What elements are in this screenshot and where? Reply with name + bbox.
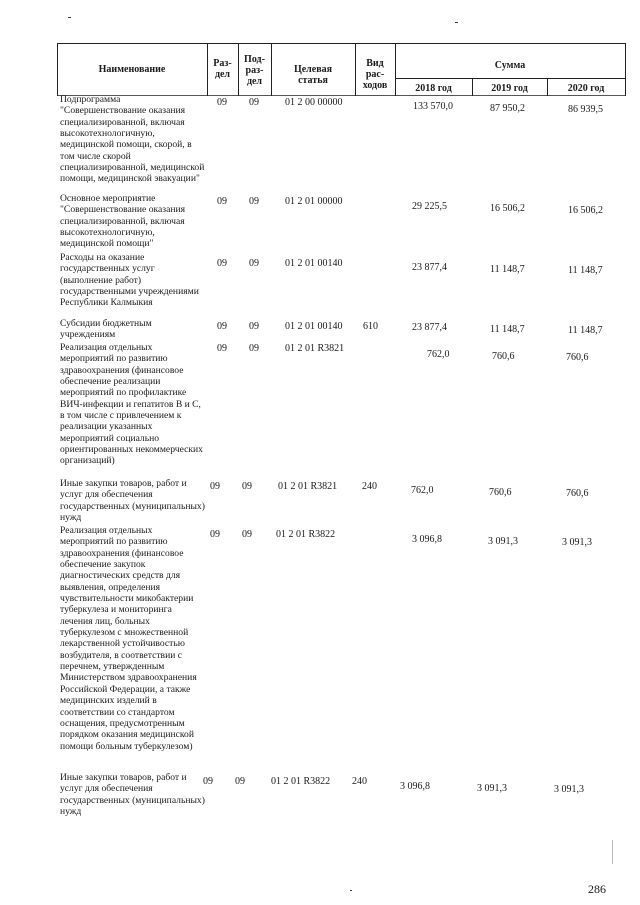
row-sum-2020: 16 506,2 (568, 205, 603, 216)
header-name: Наименование (98, 64, 166, 75)
row-sum-2018: 23 877,4 (412, 262, 447, 273)
row-name: Субсидии бюджетным учреждениям (60, 318, 152, 341)
row-expense-type: 610 (363, 321, 378, 332)
row-sum-2019: 16 506,2 (490, 203, 525, 214)
row-name: Подпрограмма "Совершенствование оказания специализированной, включая высокотехнологичную, медицинской помощи, скорой, в том числе скорой специализированной, медицинской помощи, медицинской эвакуации" (60, 94, 205, 185)
row-sum-2018: 762,0 (411, 485, 434, 496)
row-sum-2018: 3 096,8 (412, 534, 442, 545)
header-year-2018: 2018 год (415, 83, 452, 94)
row-name: Основное мероприятие "Совершенствование оказания специализированной, включая высокотехнологичную, медицинской помощи" (60, 193, 186, 250)
row-sum-2020: 3 091,3 (562, 537, 592, 548)
row-razdel: 09 (217, 343, 227, 354)
row-sum-2019: 87 950,2 (490, 103, 525, 114)
row-expense-type: 240 (362, 481, 377, 492)
header-celevaya-line2: статья (298, 75, 328, 86)
header-col-line (625, 43, 626, 96)
row-name: Расходы на оказание государственных услуг (выполнение работ) государственными учреждениями Республики Калмыкия (60, 252, 199, 309)
row-podrazdel: 09 (249, 343, 259, 354)
row-name: Иные закупки товаров, работ и услуг для обеспечения государственных (муниципальных) нужд (60, 478, 205, 524)
header-celevaya-line1: Целевая (293, 64, 333, 75)
row-sum-2020: 86 939,5 (568, 104, 603, 115)
row-razdel: 09 (217, 196, 227, 207)
header-top-border (57, 43, 625, 44)
row-podrazdel: 09 (249, 97, 259, 108)
row-sum-2018: 29 225,5 (412, 201, 447, 212)
row-sum-2020: 760,6 (566, 488, 589, 499)
scan-mark (68, 17, 71, 18)
row-name: Иные закупки товаров, работ и услуг для обеспечения государственных (муниципальных) нужд (60, 772, 205, 818)
header-razdel-line1: Раз- (213, 58, 232, 69)
row-sum-2018: 23 877,4 (412, 322, 447, 333)
row-sum-2018: 762,0 (427, 349, 450, 360)
row-podrazdel: 09 (242, 529, 252, 540)
header-vid-line1: Вид (366, 58, 384, 69)
row-sum-2019: 760,6 (492, 351, 515, 362)
row-target: 01 2 01 00140 (285, 258, 343, 269)
row-sum-2020: 3 091,3 (554, 784, 584, 795)
row-target: 01 2 01 R3821 (285, 343, 345, 354)
header-podrazdel-line2: раз- (245, 65, 264, 76)
row-name: Реализация отдельных мероприятий по развитию здравоохранения (финансовое обеспечение реализации мероприятий по профилактике ВИЧ-инфекции и гепатитов В и С, в том числе с привлечением к реализации указанных мероприятий социально ориентированных некоммерческих организаций) (60, 342, 203, 467)
row-podrazdel: 09 (249, 196, 259, 207)
summa-bottom-border (395, 78, 625, 79)
row-target: 01 2 01 R3822 (271, 776, 331, 787)
row-razdel: 09 (203, 776, 213, 787)
row-sum-2019: 11 148,7 (490, 264, 525, 275)
row-razdel: 09 (217, 97, 227, 108)
row-expense-type: 240 (352, 776, 367, 787)
row-name: Реализация отдельных мероприятий по развитию здравоохранения (финансовое обеспечение закупок диагностических средств для выявления, определения чувствительности микобактерии туберкулеза и мониторинга лечения лиц, больных туберкулезом с множественной лекарственной устойчивостью возбудителя, в соответствии с перечнем, утвержденным Министерством здравоохранения Российской Федерации, а также медицинских изделий в соответствии со стандартом оснащения, предусмотренным порядком оказания медицинской помощи больным туберкулезом) (60, 525, 197, 752)
row-podrazdel: 09 (235, 776, 245, 787)
row-sum-2020: 11 148,7 (568, 325, 603, 336)
header-razdel-line2: дел (214, 69, 231, 80)
row-sum-2020: 11 148,7 (568, 265, 603, 276)
row-target: 01 2 01 00000 (285, 196, 343, 207)
header-vid-line2: рас- (365, 69, 385, 80)
scan-mark (350, 890, 352, 891)
row-sum-2018: 133 570,0 (413, 101, 453, 112)
row-podrazdel: 09 (249, 258, 259, 269)
row-target: 01 2 00 00000 (285, 97, 343, 108)
row-target: 01 2 01 R3822 (276, 529, 336, 540)
header-vid (355, 58, 395, 91)
header-vid-line3: ходов (362, 80, 388, 91)
row-sum-2020: 760,6 (566, 352, 589, 363)
header-podrazdel (238, 54, 271, 87)
row-podrazdel: 09 (242, 481, 252, 492)
header-podrazdel-line1: Под- (244, 54, 265, 65)
header-razdel (207, 58, 238, 80)
row-target: 01 2 01 R3821 (278, 481, 338, 492)
row-sum-2018: 3 096,8 (400, 781, 430, 792)
page-number: 286 (588, 882, 606, 896)
row-sum-2019: 3 091,3 (477, 783, 507, 794)
row-target: 01 2 01 00140 (285, 321, 343, 332)
header-year-2019: 2019 год (491, 83, 528, 94)
row-razdel: 09 (210, 529, 220, 540)
header-year-2020: 2020 год (567, 83, 605, 94)
row-sum-2019: 3 091,3 (488, 536, 518, 547)
header-celevaya (271, 64, 355, 86)
row-razdel: 09 (210, 481, 220, 492)
scan-mark (612, 840, 613, 864)
header-summa: Сумма (494, 60, 526, 71)
row-razdel: 09 (217, 321, 227, 332)
row-sum-2019: 760,6 (489, 487, 512, 498)
scan-mark (455, 22, 458, 23)
header-podrazdel-line3: дел (246, 76, 263, 87)
row-razdel: 09 (217, 258, 227, 269)
row-podrazdel: 09 (249, 321, 259, 332)
row-sum-2019: 11 148,7 (490, 324, 525, 335)
